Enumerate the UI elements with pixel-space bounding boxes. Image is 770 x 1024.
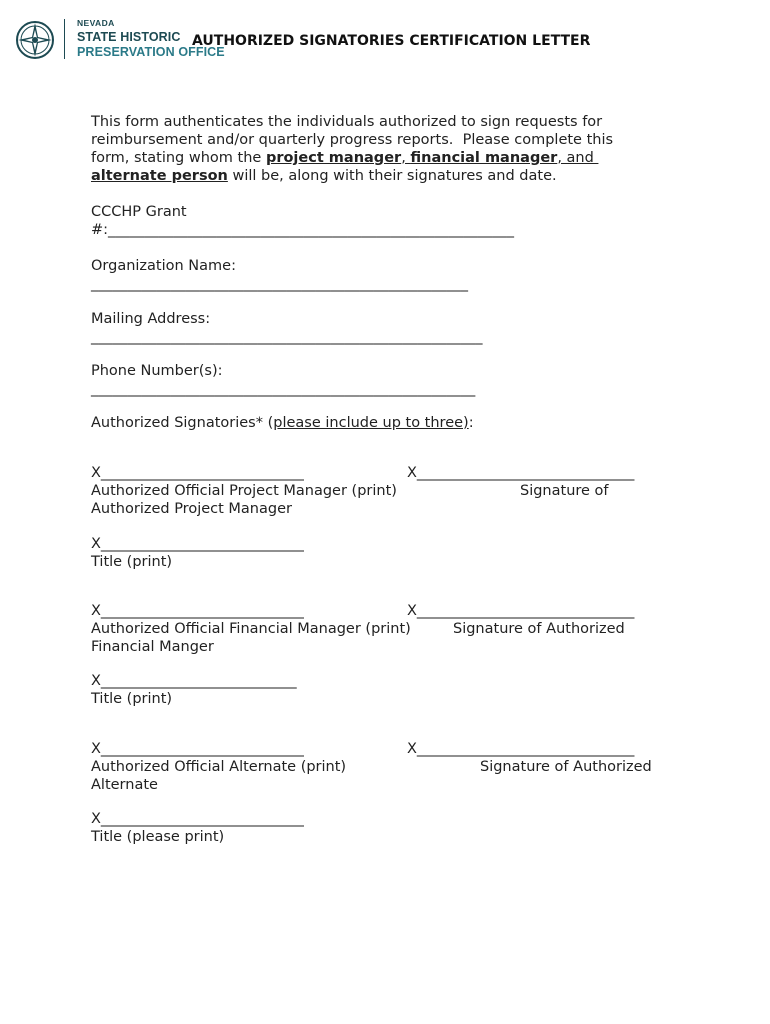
intro-and: , and xyxy=(557,150,599,166)
project-manager-emphasis: project manager xyxy=(265,150,402,166)
signatories-heading-pre: Authorized Signatories* ( xyxy=(91,415,274,431)
organization-label: Organization Name: xyxy=(91,258,236,274)
logo-state-text: NEVADA xyxy=(77,18,115,28)
financial-manager-emphasis: financial manager xyxy=(410,150,558,166)
alt-name-line[interactable]: X____________________________ xyxy=(91,741,304,757)
fm-signature-label: Signature of Authorized xyxy=(453,621,625,637)
fm-name-label-cont: Financial Manger xyxy=(91,639,214,655)
alt-title-label: Title (please print) xyxy=(91,829,225,845)
fm-signature-line[interactable]: X______________________________ xyxy=(407,603,635,619)
mailing-address-label: Mailing Address: xyxy=(91,311,211,327)
alternate-person-emphasis: alternate person xyxy=(91,168,228,184)
alt-signature-line[interactable]: X______________________________ xyxy=(407,741,635,757)
signatories-heading xyxy=(91,414,474,432)
pm-signature-label: Signature of xyxy=(520,483,609,499)
pm-name-line[interactable]: X____________________________ xyxy=(91,465,304,481)
pm-title-label: Title (print) xyxy=(91,554,173,570)
intro-comma: , xyxy=(401,150,411,166)
mailing-address-line[interactable]: ______________________________________________________ xyxy=(91,329,483,345)
logo-line-2: PRESERVATION OFFICE xyxy=(77,45,225,59)
pm-name-label: Authorized Official Project Manager (print) xyxy=(91,483,397,499)
page-title: AUTHORIZED SIGNATORIES CERTIFICATION LETTER xyxy=(192,33,591,49)
intro-line-3-pre: form, stating whom the xyxy=(91,150,266,166)
fm-title-line[interactable]: X___________________________ xyxy=(91,673,297,689)
alt-signature-label: Signature of Authorized xyxy=(480,759,652,775)
organization-name-line[interactable]: ____________________________________________________ xyxy=(91,276,468,292)
signatories-heading-post: : xyxy=(468,415,474,431)
grant-number-line[interactable]: #:________________________________________________________ xyxy=(91,222,515,238)
phone-number-line[interactable]: _____________________________________________________ xyxy=(91,381,476,397)
intro-line-4-post: will be, along with their signatures and date. xyxy=(227,168,557,184)
alt-name-label-cont: Alternate xyxy=(91,777,158,793)
pm-signature-line[interactable]: X______________________________ xyxy=(407,465,635,481)
intro-line-4 xyxy=(91,167,557,185)
logo-line-1: STATE HISTORIC xyxy=(77,30,181,44)
pm-name-label-cont: Authorized Project Manager xyxy=(91,501,292,517)
grant-label: CCCHP Grant xyxy=(91,204,187,220)
phone-label: Phone Number(s): xyxy=(91,363,223,379)
pm-title-line[interactable]: X____________________________ xyxy=(91,536,304,552)
signatories-heading-note: please include up to three) xyxy=(273,415,469,431)
fm-name-label: Authorized Official Financial Manager (print) xyxy=(91,621,411,637)
alt-title-line[interactable]: X____________________________ xyxy=(91,811,304,827)
fm-name-line[interactable]: X____________________________ xyxy=(91,603,304,619)
logo-divider xyxy=(64,19,65,59)
shpo-logo-icon xyxy=(15,20,55,60)
intro-line-1: This form authenticates the individuals authorized to sign requests for xyxy=(91,114,603,130)
alt-name-label: Authorized Official Alternate (print) xyxy=(91,759,347,775)
intro-line-3 xyxy=(91,149,598,167)
intro-line-2: reimbursement and/or quarterly progress reports. Please complete this xyxy=(91,132,614,148)
fm-title-label: Title (print) xyxy=(91,691,173,707)
